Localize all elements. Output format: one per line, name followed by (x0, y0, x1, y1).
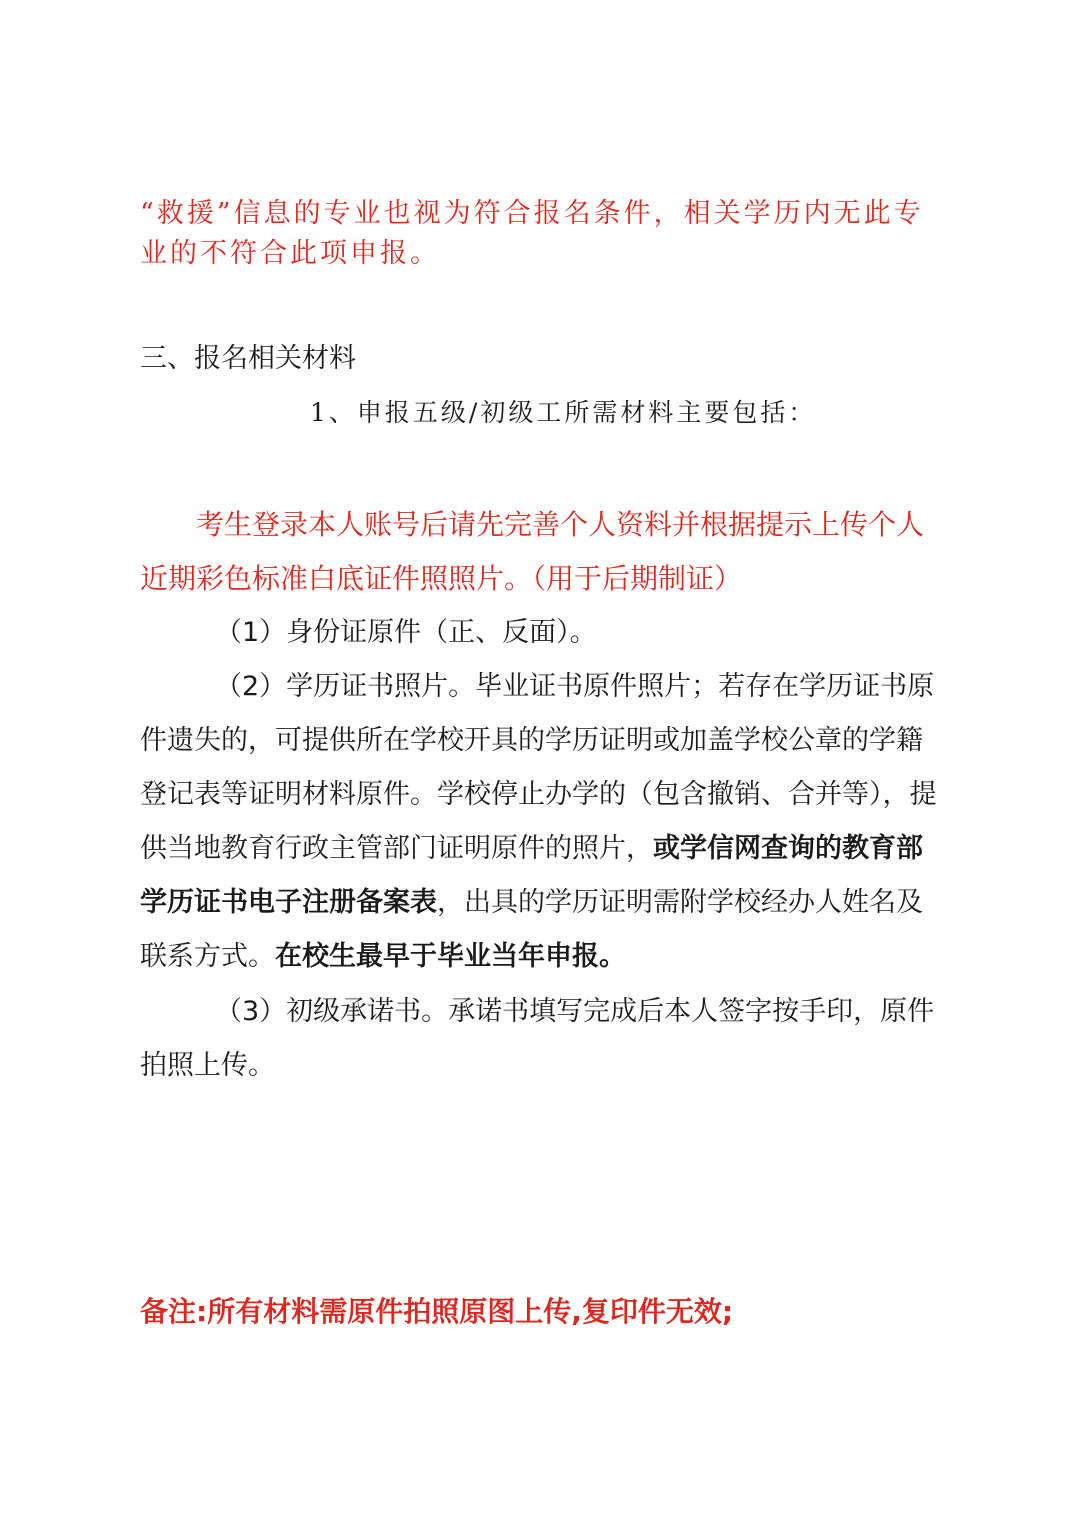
section-heading: 三、报名相关材料 (140, 343, 356, 374)
list-item-id-card: （1）身份证原件（正、反面）。 (215, 617, 597, 648)
item2-text-student-bold: 在校生最早于毕业当年申报。 (275, 941, 626, 972)
photo-upload-note: 考生登录本人账号后请先完善个人资料并根据提示上传个人近期彩色标准白底证件照照片。（用于后期制证） (140, 508, 925, 595)
item2-text-part1: （2）学历证书照片。毕业证书原件照片；若存在学历证书原件遗失的，可提供所在学校开具的学历证明或加盖学校公章的学籍登记表等证明材料原件。学校停止办学的（包含撤销、合并等），提供当地教育行政主管部门证明原件的照片， (140, 671, 937, 864)
intro-paragraph: “救援”信息的专业也视为符合报名条件，相关学历内无此专业的不符合此项申报。 (140, 198, 924, 269)
item2-text-chsi-bold: 或学信网查询的教育部学历证书电子注册备案表 (140, 833, 923, 918)
list-item-education-certificate (140, 660, 942, 984)
item2-text-part3: ，出具的学历证明需附学校经办人姓名及联系方式。 (140, 887, 923, 972)
sub-heading: 1、申报五级/初级工所需材料主要包括： (310, 398, 817, 427)
list-item-commitment-letter: （3）初级承诺书。承诺书填写完成后本人签字按手印，原件拍照上传。 (140, 996, 935, 1081)
remark-note: 备注:所有材料需原件拍照原图上传,复印件无效; (140, 1295, 734, 1328)
